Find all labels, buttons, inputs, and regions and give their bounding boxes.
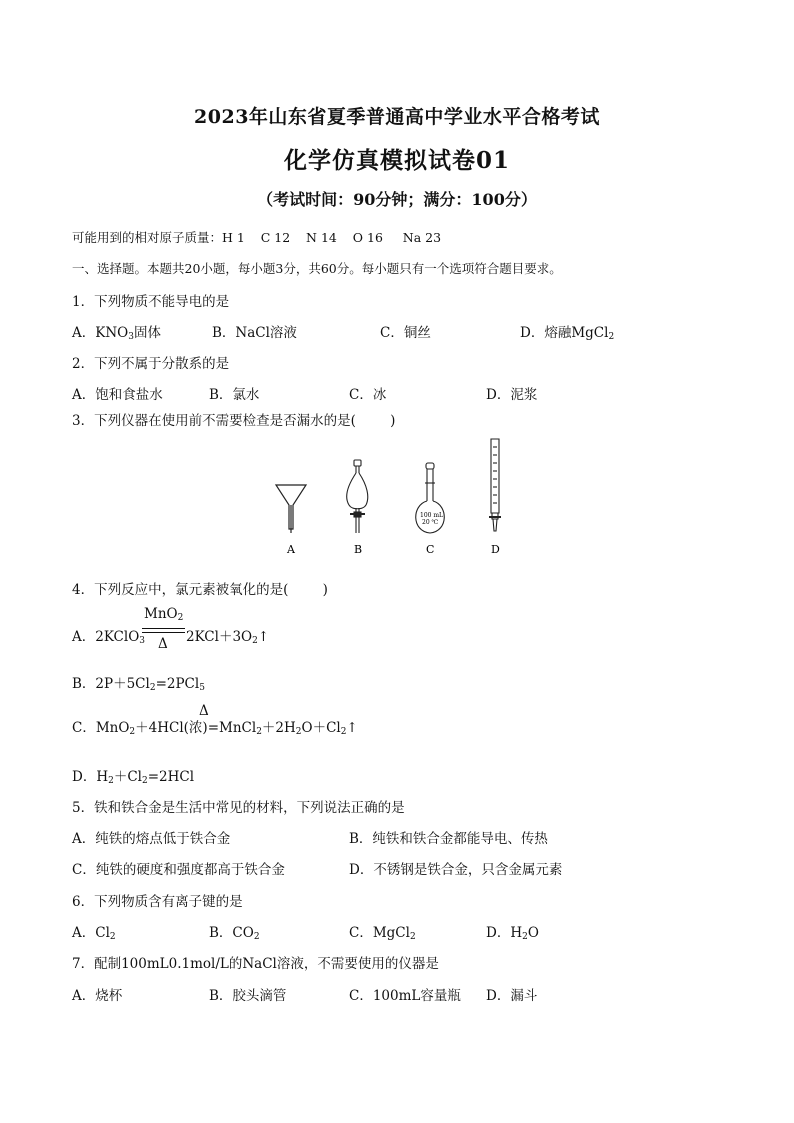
q5-stem: 5．铁和铁合金是生活中常见的材料，下列说法正确的是 bbox=[72, 800, 405, 816]
q6-option-c: C．MgCl$_2$ bbox=[349, 925, 416, 942]
q7-option-d: D．漏斗 bbox=[486, 988, 538, 1004]
q4-option-a-condition: Δ bbox=[158, 636, 168, 652]
q4-option-c-condition: Δ bbox=[199, 703, 209, 719]
atomic-masses: 可能用到的相对原子质量：H 1 C 12 N 14 O 16 Na 23 bbox=[72, 230, 442, 245]
flask-temp-text: 20 ℃ bbox=[422, 519, 439, 526]
q2-stem: 2．下列不属于分散系的是 bbox=[72, 356, 230, 372]
q4-option-b: B．$2P+5Cl_2=2PCl_5$ bbox=[72, 676, 205, 693]
section-one-heading: 一、选择题。本题共20小题，每小题3分，共60分。每小题只有一个选项符合题目要求。 bbox=[72, 261, 562, 276]
q4-option-a-catalyst: MnO$_2$ bbox=[144, 606, 184, 623]
lab-apparatus-figure bbox=[262, 433, 522, 558]
apparatus-label-a: A bbox=[287, 543, 295, 556]
q4-option-c: C．MnO$_2$＋4HCl(浓)$=MnCl_2+2H_2O+Cl_2↑$ bbox=[72, 720, 358, 737]
q7-option-b: B．胶头滴管 bbox=[209, 988, 287, 1004]
q5-option-d: D．不锈钢是铁合金，只含金属元素 bbox=[349, 862, 563, 878]
q1-option-d: D．熔融MgCl$_2$ bbox=[520, 325, 615, 342]
q4-option-a-products: $2KCl+3O_2↑$ bbox=[186, 629, 270, 646]
q5-option-a: A．纯铁的熔点低于铁合金 bbox=[72, 831, 231, 847]
apparatus-label-c: C bbox=[426, 543, 435, 556]
q5-option-b: B．纯铁和铁合金都能导电、传热 bbox=[349, 831, 548, 847]
exam-title-line2: 化学仿真模拟试卷01 bbox=[283, 147, 510, 174]
q6-option-a: A．$Cl_2$ bbox=[72, 925, 116, 942]
q1-option-c: C．铜丝 bbox=[380, 325, 431, 341]
q6-option-b: B．$CO_2$ bbox=[209, 925, 260, 942]
burette-drawing bbox=[489, 439, 501, 531]
funnel-drawing bbox=[276, 485, 306, 533]
q1-option-a: A．$KNO_3$固体 bbox=[72, 325, 161, 342]
q2-option-a: A．饱和食盐水 bbox=[72, 387, 163, 403]
q5-option-c: C．纯铁的硬度和强度都高于铁合金 bbox=[72, 862, 285, 878]
exam-title-line1: 2023年山东省夏季普通高中学业水平合格考试 bbox=[194, 106, 600, 128]
q4-option-a-reactant: A．2KClO$_3$ bbox=[72, 629, 146, 646]
exam-info: （考试时间：90分钟；满分：100分） bbox=[257, 190, 537, 209]
q2-option-d: D．泥浆 bbox=[486, 387, 538, 403]
q4-option-a-reaction-bar-2 bbox=[142, 632, 185, 633]
q4-option-d: D．$H_2+Cl_2=2HCl$ bbox=[72, 769, 195, 786]
q2-option-b: B．氯水 bbox=[209, 387, 260, 403]
flask-volume-text: 100 mL bbox=[420, 512, 444, 519]
separatory-funnel-drawing bbox=[347, 460, 368, 533]
q7-option-c: C．100mL容量瓶 bbox=[349, 988, 461, 1004]
q6-stem: 6．下列物质含有离子键的是 bbox=[72, 894, 243, 910]
q7-option-a: A．烧杯 bbox=[72, 988, 123, 1004]
q6-option-d: D．$H_2O$ bbox=[486, 925, 539, 942]
apparatus-label-b: B bbox=[354, 543, 363, 556]
q3-stem: 3．下列仪器在使用前不需要检查是否漏水的是( ) bbox=[72, 413, 396, 429]
q4-option-a-reaction-bar bbox=[142, 628, 185, 629]
q2-option-c: C．冰 bbox=[349, 387, 387, 403]
apparatus-label-d: D bbox=[491, 543, 500, 556]
q7-stem: 7．配制100mL0.1mol/L的NaCl溶液，不需要使用的仪器是 bbox=[72, 956, 439, 972]
q1-stem: 1．下列物质不能导电的是 bbox=[72, 294, 230, 310]
q4-stem: 4．下列反应中，氯元素被氧化的是( ) bbox=[72, 582, 328, 598]
q1-option-b: B．NaCl溶液 bbox=[212, 325, 297, 341]
